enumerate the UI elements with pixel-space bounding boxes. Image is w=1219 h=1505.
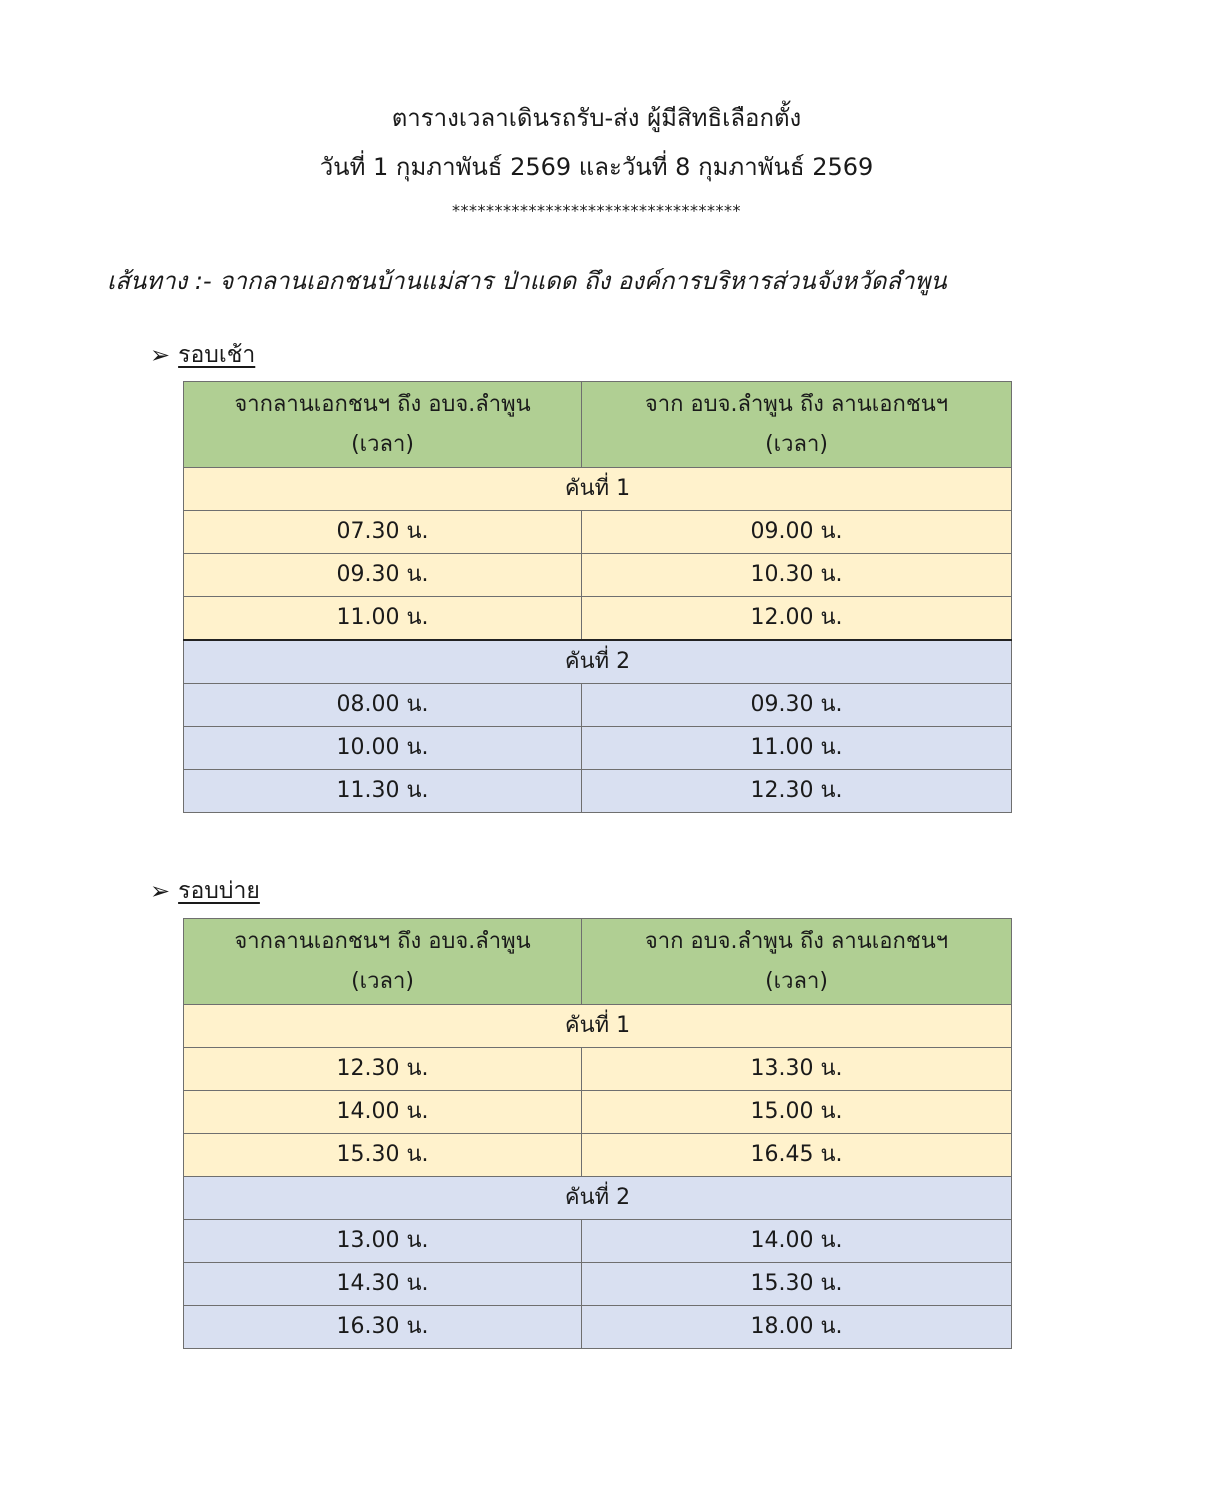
- outbound-time: 08.00 น.: [184, 684, 582, 727]
- table-row: [184, 511, 1012, 554]
- table-row: [184, 1306, 1012, 1349]
- header-text: จากลานเอกชนฯ ถึง อบจ.ลำพูน: [234, 928, 531, 954]
- header-unit: (เวลา): [765, 968, 828, 994]
- return-time: 14.00 น.: [582, 1220, 1012, 1263]
- outbound-time: 11.30 น.: [184, 770, 582, 813]
- outbound-time: 11.00 น.: [184, 597, 582, 641]
- return-time: 15.00 น.: [582, 1091, 1012, 1134]
- car-label-row: [184, 1177, 1012, 1220]
- afternoon-schedule-table: [183, 918, 1012, 1349]
- route-description: เส้นทาง :- จากลานเอกชนบ้านแม่สาร ป่าแดด ถึง องค์การบริหารส่วนจังหวัดลำพูน: [107, 267, 947, 295]
- outbound-time: 13.00 น.: [184, 1220, 582, 1263]
- morning-section-heading: [150, 340, 255, 370]
- table-row: [184, 1134, 1012, 1177]
- outbound-time: 14.00 น.: [184, 1091, 582, 1134]
- header-unit: (เวลา): [351, 968, 414, 994]
- return-time: 09.30 น.: [582, 684, 1012, 727]
- table-row: [184, 597, 1012, 641]
- car-label: คันที่ 2: [184, 1177, 1012, 1220]
- table-row: [184, 1220, 1012, 1263]
- return-time: 12.30 น.: [582, 770, 1012, 813]
- arrow-bullet-icon: ➢: [150, 341, 171, 369]
- return-time: 10.30 น.: [582, 554, 1012, 597]
- table-row: [184, 684, 1012, 727]
- car-label: คันที่ 1: [184, 468, 1012, 511]
- header-text: จาก อบจ.ลำพูน ถึง ลานเอกชนฯ: [644, 391, 949, 417]
- return-time: 12.00 น.: [582, 597, 1012, 641]
- table-header-row: [184, 919, 1012, 1005]
- outbound-time: 09.30 น.: [184, 554, 582, 597]
- outbound-time: 12.30 น.: [184, 1048, 582, 1091]
- header-text: จากลานเอกชนฯ ถึง อบจ.ลำพูน: [234, 391, 531, 417]
- car-label: คันที่ 2: [184, 640, 1012, 684]
- column-header-return: [582, 382, 1012, 468]
- afternoon-section-heading: [150, 876, 260, 906]
- table-row: [184, 1048, 1012, 1091]
- outbound-time: 16.30 น.: [184, 1306, 582, 1349]
- column-header-outbound: [184, 382, 582, 468]
- outbound-time: 14.30 น.: [184, 1263, 582, 1306]
- return-time: 11.00 น.: [582, 727, 1012, 770]
- document-date-line: วันที่ 1 กุมภาพันธ์ 2569 และวันที่ 8 กุมภาพันธ์ 2569: [319, 153, 874, 181]
- header-text: จาก อบจ.ลำพูน ถึง ลานเอกชนฯ: [644, 928, 949, 954]
- car-label-row: [184, 640, 1012, 684]
- outbound-time: 10.00 น.: [184, 727, 582, 770]
- document-title: ตารางเวลาเดินรถรับ-ส่ง ผู้มีสิทธิเลือกตั้ง: [391, 104, 802, 132]
- table-row: [184, 1263, 1012, 1306]
- table-row: [184, 727, 1012, 770]
- header-unit: (เวลา): [765, 431, 828, 457]
- arrow-bullet-icon: ➢: [150, 877, 171, 905]
- star-divider: **********************************: [452, 201, 741, 220]
- morning-schedule-table: [183, 381, 1012, 813]
- column-header-outbound: [184, 919, 582, 1005]
- header-unit: (เวลา): [351, 431, 414, 457]
- car-label-row: [184, 1005, 1012, 1048]
- return-time: 13.30 น.: [582, 1048, 1012, 1091]
- car-label-row: [184, 468, 1012, 511]
- morning-heading-label: รอบเช้า: [178, 342, 256, 368]
- column-header-return: [582, 919, 1012, 1005]
- table-row: [184, 1091, 1012, 1134]
- return-time: 09.00 น.: [582, 511, 1012, 554]
- table-row: [184, 554, 1012, 597]
- table-row: [184, 770, 1012, 813]
- afternoon-heading-label: รอบบ่าย: [178, 878, 260, 904]
- table-header-row: [184, 382, 1012, 468]
- outbound-time: 07.30 น.: [184, 511, 582, 554]
- return-time: 15.30 น.: [582, 1263, 1012, 1306]
- return-time: 16.45 น.: [582, 1134, 1012, 1177]
- outbound-time: 15.30 น.: [184, 1134, 582, 1177]
- return-time: 18.00 น.: [582, 1306, 1012, 1349]
- car-label: คันที่ 1: [184, 1005, 1012, 1048]
